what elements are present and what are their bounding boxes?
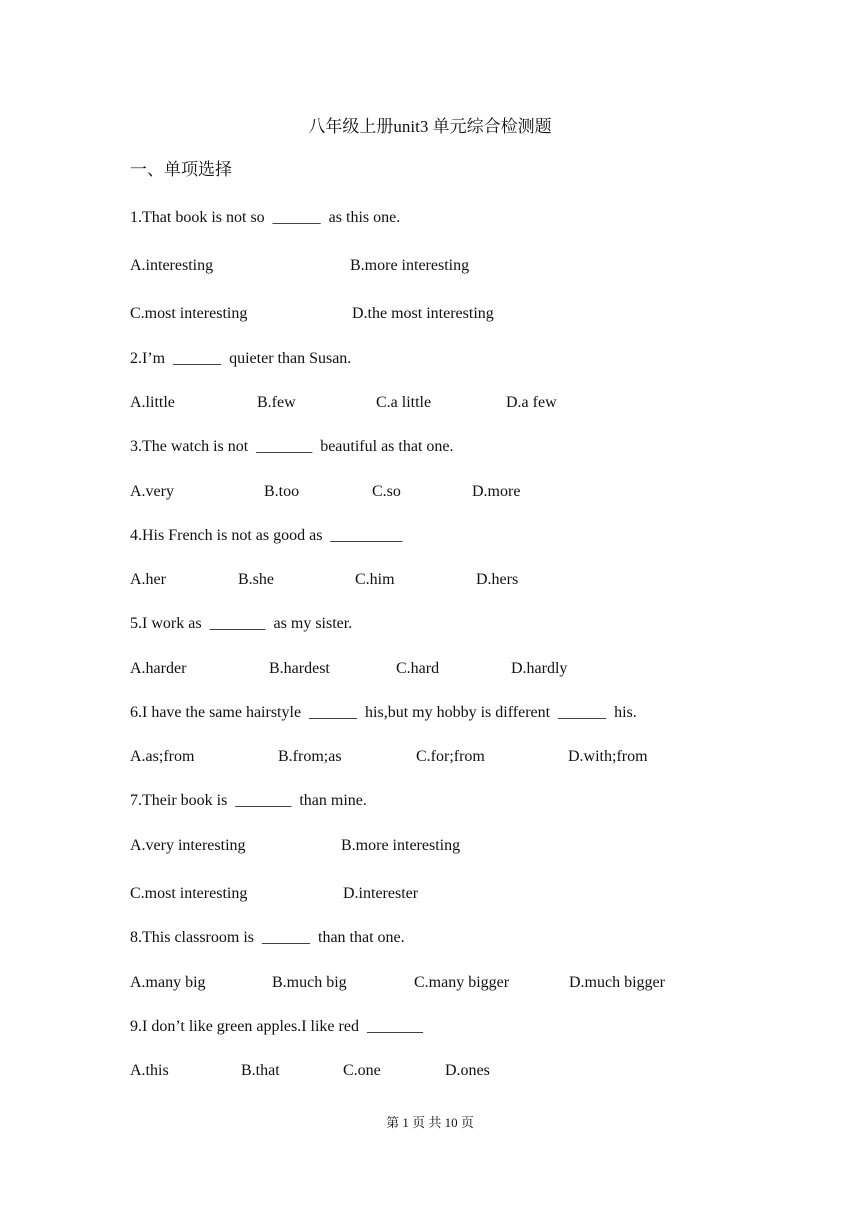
option-b: B.too — [264, 483, 300, 500]
option-b: B.more interesting — [341, 837, 461, 854]
option-b: B.hardest — [269, 660, 330, 677]
option-d: D.hers — [476, 571, 519, 588]
option-c: C.so — [372, 483, 401, 500]
option-d: D.with;from — [568, 748, 648, 765]
option-c: C.for;from — [416, 748, 485, 765]
option-a: A.little — [130, 394, 175, 411]
option-a: A.her — [130, 571, 166, 588]
option-c: C.hard — [396, 660, 440, 677]
page-footer: 第 1 页 共 10 页 — [386, 1115, 474, 1130]
question-stem: 4.His French is not as good as _________ — [130, 527, 403, 544]
option-c: C.one — [343, 1062, 381, 1079]
option-b: B.that — [241, 1062, 280, 1079]
option-d: D.the most interesting — [352, 305, 494, 322]
option-a: A.this — [130, 1062, 169, 1079]
option-b: B.much big — [272, 974, 347, 991]
option-b: B.she — [238, 571, 274, 588]
document-title: 八年级上册unit3 单元综合检测题 — [308, 117, 552, 136]
option-b: B.more interesting — [350, 257, 470, 274]
option-c: C.many bigger — [414, 974, 510, 991]
option-d: D.more — [472, 483, 521, 500]
option-c: C.most interesting — [130, 885, 248, 902]
question-stem: 2.I’m ______ quieter than Susan. — [130, 350, 352, 367]
option-b: B.few — [257, 394, 296, 411]
question-stem: 7.Their book is _______ than mine. — [130, 792, 367, 809]
option-a: A.harder — [130, 660, 187, 677]
option-a: A.very interesting — [130, 837, 246, 854]
option-c: C.him — [355, 571, 395, 588]
question-stem: 1.That book is not so ______ as this one. — [130, 209, 401, 226]
question-stem: 6.I have the same hairstyle ______ his,but my hobby is different ______ his. — [130, 704, 637, 721]
question-stem: 9.I don’t like green apples.I like red _______ — [130, 1018, 423, 1035]
option-a: A.very — [130, 483, 174, 500]
question-stem: 3.The watch is not _______ beautiful as that one. — [130, 438, 454, 455]
option-c: C.most interesting — [130, 305, 248, 322]
question-stem: 5.I work as _______ as my sister. — [130, 615, 353, 632]
option-a: A.as;from — [130, 748, 195, 765]
option-c: C.a little — [376, 394, 432, 411]
option-d: D.ones — [445, 1062, 490, 1079]
question-stem: 8.This classroom is ______ than that one. — [130, 929, 405, 946]
option-d: D.much bigger — [569, 974, 665, 991]
option-b: B.from;as — [278, 748, 342, 765]
option-a: A.many big — [130, 974, 206, 991]
option-d: D.hardly — [511, 660, 568, 677]
option-a: A.interesting — [130, 257, 214, 274]
option-d: D.a few — [506, 394, 557, 411]
section-heading: 一、单项选择 — [130, 160, 232, 179]
option-d: D.interester — [343, 885, 419, 902]
